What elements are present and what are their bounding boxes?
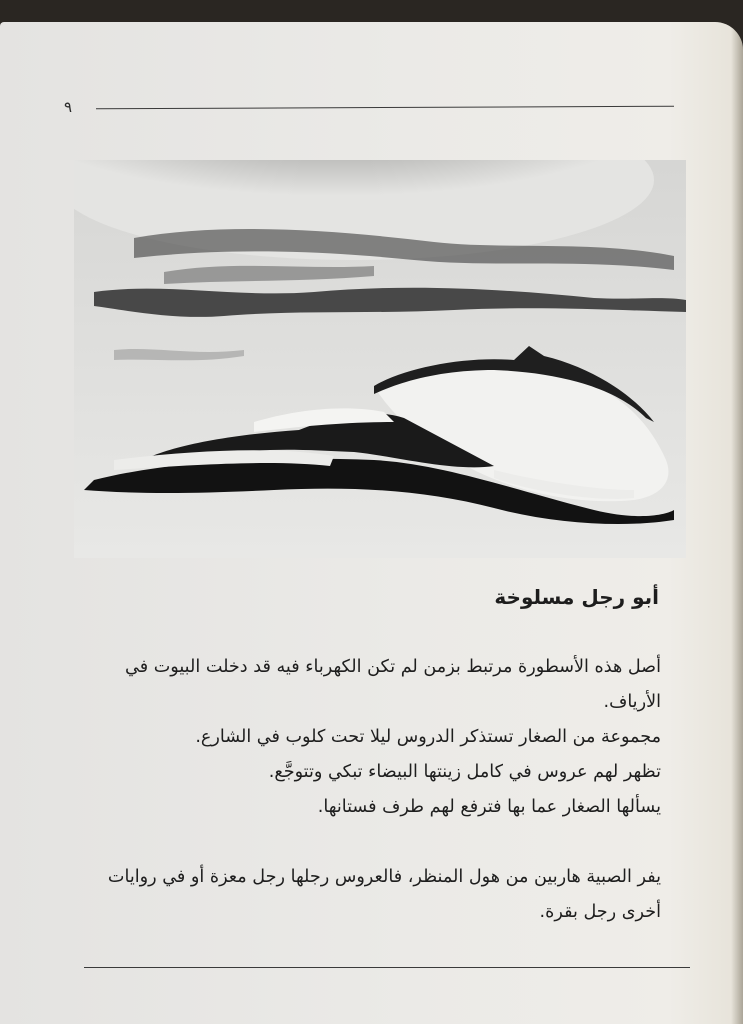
paragraph-3: تظهر لهم عروس في كامل زينتها البيضاء تبكي وتتوجَّع. bbox=[268, 762, 661, 782]
page-spine-shadow bbox=[731, 22, 743, 1024]
page-number: ٩ bbox=[64, 98, 73, 116]
story-title: أبو رجل مسلوخة bbox=[494, 585, 659, 609]
book-page bbox=[0, 22, 743, 1024]
paragraph-4: يسألها الصغار عما بها فترفع لهم طرف فستانها. bbox=[317, 797, 661, 817]
paragraph-2: مجموعة من الصغار تستذكر الدروس ليلا تحت كلوب في الشارع. bbox=[195, 727, 661, 747]
footer-rule bbox=[84, 967, 690, 968]
header-rule bbox=[96, 106, 674, 110]
story-body bbox=[78, 650, 661, 930]
paragraph-5: يفر الصبية هاربين من هول المنظر، فالعروس رجلها رجل معزة أو في روايات أخرى رجل بقرة. bbox=[107, 867, 661, 922]
photograph-figure-on-beach bbox=[74, 160, 686, 558]
paragraph-1: أصل هذه الأسطورة مرتبط بزمن لم تكن الكهرباء فيه قد دخلت البيوت في الأرياف. bbox=[125, 657, 661, 712]
photograph bbox=[74, 160, 686, 558]
